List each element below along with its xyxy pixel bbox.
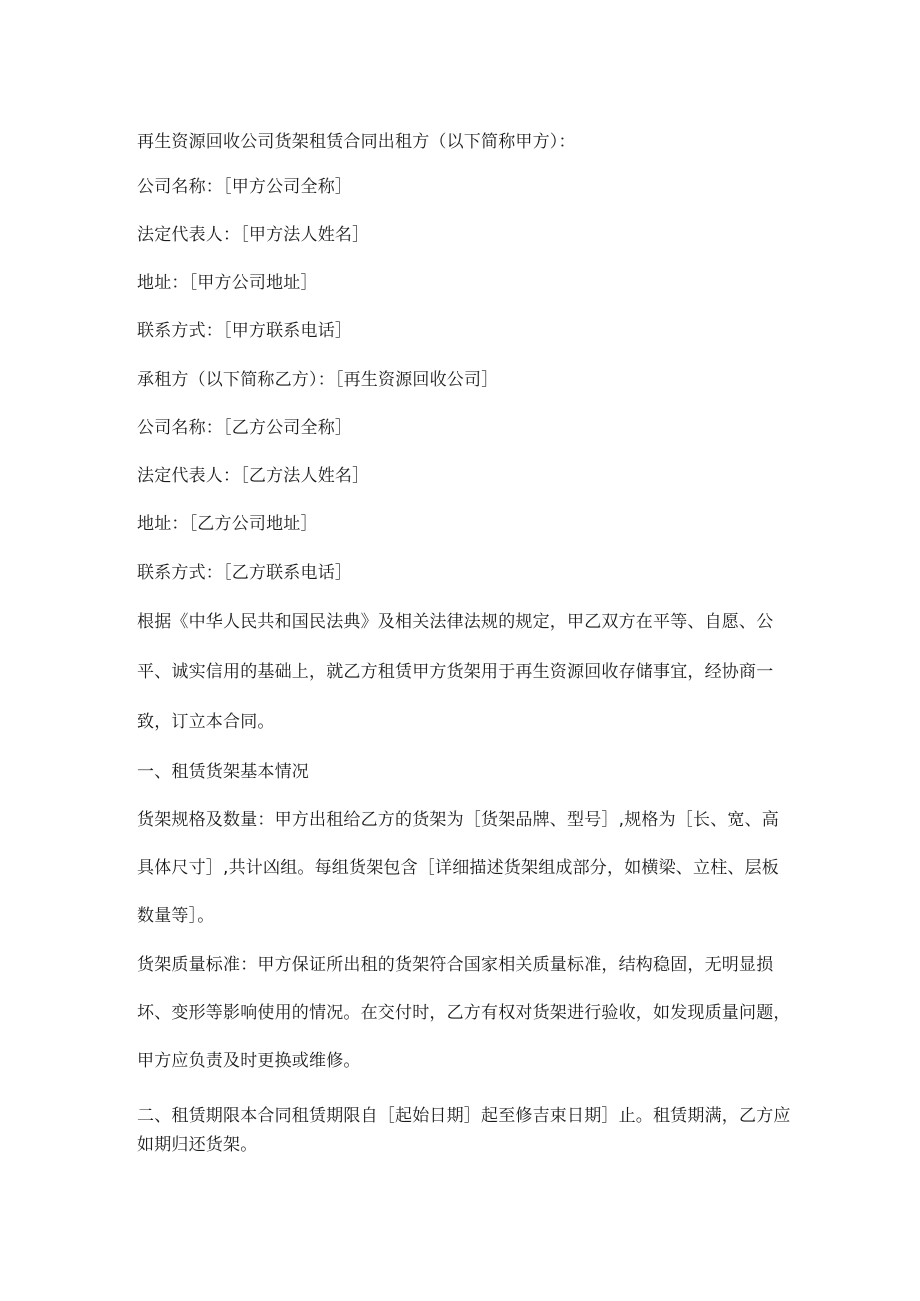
party-b-address: 地址：［乙方公司地址］ (137, 514, 318, 534)
preamble-line: 根据《中华人民共和国民法典》及相关法律法规的规定，甲乙双方在平等、自愿、公 (137, 612, 774, 632)
section-1-spec-line: 数量等］。 (137, 906, 215, 926)
contract-title-line: 再生资源回收公司货架租赁合同出租方（以下简称甲方）： (137, 132, 576, 152)
section-1-quality-line: 坏、变形等影响使用的情况。在交付时，乙方有权对货架进行验收，如发现质量问题， (137, 1003, 791, 1023)
party-a-address: 地址：［甲方公司地址］ (137, 273, 318, 293)
party-a-company-name: 公司名称：［甲方公司全称］ (137, 177, 353, 197)
section-1-quality-line: 甲方应负责及时更换或维修。 (137, 1051, 361, 1071)
preamble-line: 致，订立本合同。 (137, 712, 275, 732)
preamble-line: 平、诚实信用的基础上，就乙方租赁甲方货架用于再生资源回收存储事宜，经协商一 (137, 662, 774, 682)
section-2-line: 如期归还货架。 (137, 1135, 258, 1155)
party-b-heading: 承租方（以下简称乙方）：［再生资源回收公司］ (137, 370, 499, 390)
section-1-spec-line: 货架规格及数量：甲方出租给乙方的货架为［货架品牌、型号］,规格为［长、宽、高 (137, 810, 780, 830)
section-1-heading: 一、租赁货架基本情况 (137, 762, 309, 782)
section-1-quality-line: 货架质量标准：甲方保证所出租的货架符合国家相关质量标准，结构稳固，无明显损 (137, 955, 774, 975)
party-b-contact: 联系方式：［乙方联系电话］ (137, 563, 353, 583)
section-2-line: 二、租赁期限本合同租赁期限自［起始日期］起至修吉束日期］止。租赁期满，乙方应 (137, 1106, 791, 1126)
party-a-contact: 联系方式：［甲方联系电话］ (137, 321, 353, 341)
party-b-legal-rep: 法定代表人：［乙方法人姓名］ (137, 466, 370, 486)
section-1-spec-line: 具体尺寸］,共计凶组。每组货架包含［详细描述货架组成部分，如横梁、立柱、层板 (137, 858, 780, 878)
party-a-legal-rep: 法定代表人：［甲方法人姓名］ (137, 225, 370, 245)
party-b-company-name: 公司名称：［乙方公司全称］ (137, 418, 353, 438)
